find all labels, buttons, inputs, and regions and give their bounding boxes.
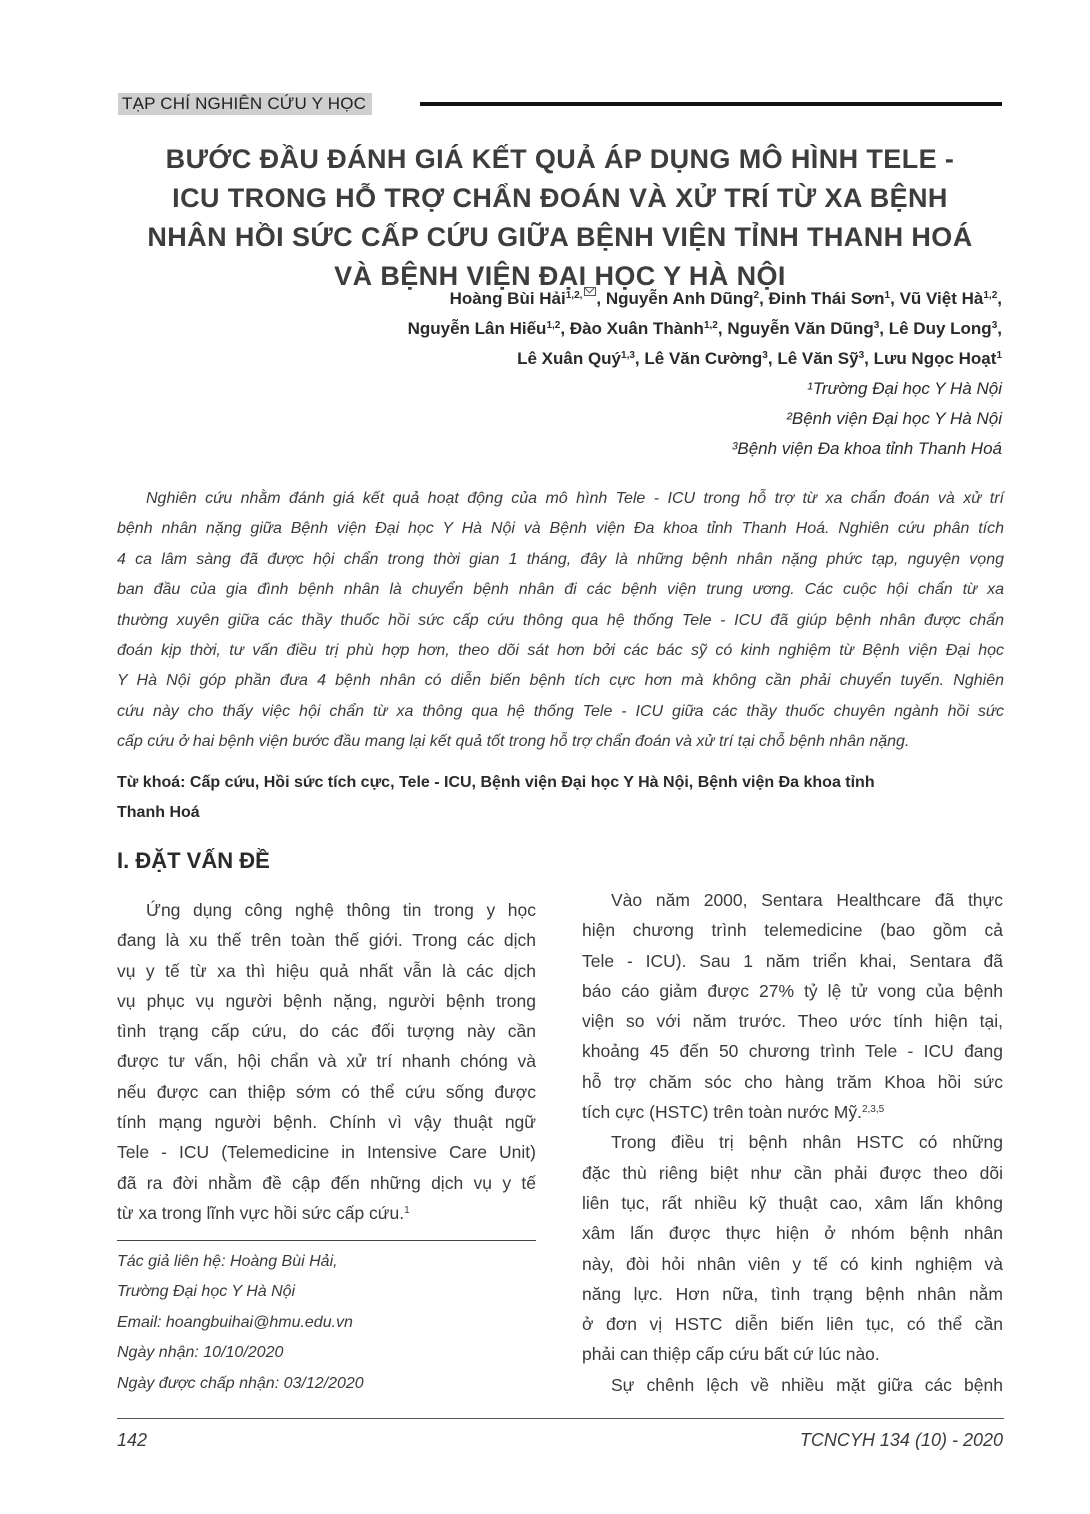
footer-rule bbox=[117, 1418, 1004, 1419]
author-affiliation: 1 bbox=[996, 350, 1002, 361]
body-line: nếu được can thiệp sớm có thể cứu sống được bbox=[117, 1081, 536, 1102]
body-line: từ xa trong lĩnh vực hồi sức cấp cứu.$^1$ bbox=[117, 1202, 410, 1223]
author-affiliation: 1 bbox=[884, 290, 891, 301]
author-affiliation: 1,2, bbox=[565, 290, 583, 301]
author-affiliation: 3 bbox=[873, 320, 880, 331]
body-line: hiện chương trình telemedicine (bao gồm cả bbox=[582, 920, 1003, 941]
body-line: được tư vấn, hội chẩn và xử trí nhanh chóng và bbox=[117, 1051, 536, 1072]
author-name: Lê Văn Sỹ bbox=[777, 349, 859, 368]
page-number: 142 bbox=[117, 1430, 148, 1450]
keywords-line: Từ khoá: Cấp cứu, Hồi sức tích cực, Tele - ICU, Bệnh viện Đại học Y Hà Nội, Bệnh viện Đa khoa tỉnh bbox=[117, 774, 875, 791]
author-name: Đào Xuân Thành bbox=[569, 319, 704, 338]
keywords-line: Thanh Hoá bbox=[117, 804, 200, 821]
footnote-rule bbox=[117, 1240, 536, 1241]
article-title bbox=[110, 140, 1010, 296]
section-heading: I. ĐẶT VẤN ĐỀ bbox=[117, 848, 270, 873]
body-line: khoảng 45 đến 50 chương trình Tele - ICU đang bbox=[582, 1041, 1003, 1062]
body-line: Vào năm 2000, Sentara Healthcare đã thực bbox=[611, 890, 1003, 910]
abstract-line: 4 ca lâm sàng đã được hội chẩn trong thời gian 1 tháng, đây là những bệnh nhân nặng phức tạp, nguyện vọng bbox=[117, 550, 1004, 568]
abstract-line: cứu này cho thấy việc hội chẩn từ xa thông qua hệ thống Tele - ICU giữa các thầy thuốc chuyên ngành hồi sức bbox=[117, 702, 1004, 720]
affiliation: ¹Trường Đại học Y Hà Nội bbox=[807, 379, 1002, 398]
abstract bbox=[117, 484, 1004, 758]
body-line: đã ra đời nhằm đề cập đến những dịch vụ y tế bbox=[117, 1172, 536, 1193]
body-line: tính mạng người bệnh. Chính vì vậy thuật ngữ bbox=[117, 1112, 536, 1133]
body-line: tích cực (HSTC) trên toàn nước Mỹ.$^{2,3,5}$ bbox=[582, 1102, 885, 1123]
body-line: liên tục, rất nhiều kỹ thuật cao, xâm lấn không bbox=[582, 1192, 1003, 1213]
left-column bbox=[117, 895, 536, 1228]
mail-icon bbox=[584, 287, 596, 296]
author-affiliation: 3 bbox=[991, 320, 998, 331]
header-rule bbox=[420, 102, 1002, 106]
author-name: Lê Xuân Quý bbox=[517, 349, 622, 368]
citation: 2,3,5 bbox=[861, 1104, 885, 1116]
abstract-line: thường xuyên giữa các thầy thuốc hồi sức cấp cứu thông qua hệ thống Tele - ICU đã giúp bệnh nhân được chẩn bbox=[117, 611, 1004, 629]
body-line: báo cáo giảm được 27% tỷ lệ tử vong của bệnh bbox=[582, 980, 1003, 1001]
body-line: phải can thiệp cấp cứu bất cứ lúc nào. bbox=[582, 1344, 880, 1365]
author-name: Hoàng Bùi Hải bbox=[449, 289, 566, 308]
abstract-line: ban đầu của gia đình bệnh nhân là chuyển bệnh nhân đi các bệnh viện trung ương. Các cuộc hội chẩn từ xa bbox=[117, 581, 1004, 599]
body-line: Trong điều trị bệnh nhân HSTC có những bbox=[611, 1132, 1003, 1153]
body-line: Sự chênh lệch về nhiều mặt giữa các bệnh bbox=[611, 1374, 1003, 1395]
author-name: Nguyễn Văn Dũng bbox=[727, 319, 874, 338]
journal-reference: TCNCYH 134 (10) - 2020 bbox=[799, 1430, 1003, 1450]
note-line: Trường Đại học Y Hà Nội bbox=[117, 1283, 296, 1301]
author-affiliation: 1,3 bbox=[621, 350, 635, 361]
author-name: Lê Duy Long bbox=[888, 319, 992, 338]
body-line: hỗ trợ chăm sóc cho hàng trăm Khoa hồi sức bbox=[582, 1071, 1003, 1092]
body-line: viện so với năm trước. Theo ước tính hiện tại, bbox=[582, 1011, 1003, 1032]
abstract-line: đoán kịp thời, tư vấn điều trị phù hợp hơn, theo dõi sát hơn bởi các bác sỹ có kinh nghiệm từ Bệnh viện Đại học bbox=[117, 642, 1004, 660]
body-line: tình trạng cấp cứu, do các đối tượng này cần bbox=[117, 1021, 536, 1042]
journal-label: TẠP CHÍ NGHIÊN CỨU Y HỌC bbox=[118, 93, 372, 115]
author-affiliation: 3 bbox=[858, 350, 865, 361]
author-name: Đinh Thái Sơn bbox=[768, 289, 885, 308]
author-affiliation: 1,2 bbox=[546, 320, 561, 331]
abstract-line: Y Hà Nội góp phần đưa 4 bệnh nhân có diễn biến bệnh tích cực hơn mà không cần phải chuyển tuyến. Nghiên bbox=[117, 672, 1004, 690]
author-line: Hoàng Bùi Hải$^{1,2,}$ , Nguyễn Anh Dũng$^2$, Đinh Thái Sơn$^1$, Vũ Việt Hà$^{1,2}$, bbox=[449, 289, 1002, 308]
note-line: Email: hoangbuihai@hmu.edu.vn bbox=[117, 1313, 353, 1331]
citation: 1 bbox=[404, 1204, 410, 1216]
body-line: Tele - ICU). Sau 1 năm triển khai, Sentara đã bbox=[582, 950, 1003, 971]
running-header bbox=[118, 93, 1002, 115]
title-line: NHÂN HỒI SỨC CẤP CỨU GIỮA BỆNH VIỆN TỈNH THANH HOÁ bbox=[147, 222, 973, 252]
title-line: ICU TRONG HỖ TRỢ CHẨN ĐOÁN VÀ XỬ TRÍ TỪ XA BỆNH bbox=[172, 183, 948, 213]
corresponding-author-note bbox=[117, 1247, 364, 1399]
title-line: VÀ BỆNH VIỆN ĐẠI HỌC Y HÀ NỘI bbox=[334, 261, 786, 291]
note-line: Ngày được chấp nhận: 03/12/2020 bbox=[117, 1374, 364, 1392]
body-line: này, đòi hỏi nhân viên y tế có kinh nghiệm và bbox=[582, 1253, 1003, 1274]
author-line: Nguyễn Lân Hiếu$^{1,2}$, Đào Xuân Thành$^{1,2}$, Nguyễn Văn Dũng$^3$, Lê Duy Long$^3$, bbox=[407, 319, 1002, 338]
body-line: vụ y tế từ xa thì hiệu quả nhất vẫn là các dịch bbox=[117, 960, 536, 981]
abstract-line: Nghiên cứu nhằm đánh giá kết quả hoạt động của mô hình Tele - ICU trong hỗ trợ từ xa chẩn đoán và xử trí bbox=[146, 490, 1004, 507]
body-line: đang là xu thế trên toàn thế giới. Trong các dịch bbox=[117, 930, 536, 951]
right-column bbox=[582, 885, 1003, 1400]
body-line: Tele - ICU (Telemedicine in Intensive Care Unit) bbox=[117, 1142, 536, 1163]
author-name: Lê Văn Cường bbox=[644, 349, 763, 368]
abstract-line: bệnh nhân nặng giữa Bệnh viện Đại học Y Hà Nội và Bệnh viện Đa khoa tỉnh Thanh Hoá. Nghiên cứu phân tích bbox=[117, 520, 1004, 538]
author-affiliation: 1,2 bbox=[983, 290, 998, 301]
keywords bbox=[117, 768, 1004, 828]
author-affiliation: 3 bbox=[762, 350, 768, 361]
author-name: Nguyễn Anh Dũng bbox=[605, 289, 754, 308]
author-affiliation: 2 bbox=[753, 290, 760, 301]
author-block bbox=[408, 284, 1002, 464]
body-line: năng lực. Hơn nữa, tình trạng bệnh nhân nằm bbox=[582, 1283, 1003, 1304]
affiliation: ²Bệnh viện Đại học Y Hà Nội bbox=[786, 409, 1002, 428]
author-name: Vũ Việt Hà bbox=[899, 289, 984, 308]
abstract-line: cấp cứu ở hai bệnh viện bước đầu mang lại kết quả tốt trong hỗ trợ chẩn đoán và xử trí tại chỗ bệnh nhân nặng. bbox=[117, 733, 910, 751]
author-affiliation: 1,2 bbox=[703, 320, 718, 331]
body-line: vụ phục vụ người bệnh nặng, người bệnh trong bbox=[117, 990, 536, 1011]
affiliation: ³Bệnh viện Đa khoa tỉnh Thanh Hoá bbox=[731, 439, 1002, 458]
note-line: Tác giả liên hệ: Hoàng Bùi Hải, bbox=[117, 1253, 338, 1270]
note-line: Ngày nhận: 10/10/2020 bbox=[117, 1344, 284, 1362]
author-name: Lưu Ngọc Hoạt bbox=[873, 349, 997, 368]
title-line: BƯỚC ĐẦU ĐÁNH GIÁ KẾT QUẢ ÁP DỤNG MÔ HÌNH TELE - bbox=[165, 144, 955, 174]
body-line: xâm lấn được thực hiện ở nhóm bệnh nhân bbox=[582, 1223, 1003, 1244]
author-name: Nguyễn Lân Hiếu bbox=[407, 319, 547, 338]
author-line: Lê Xuân Quý$^{1,3}$, Lê Văn Cường$^3$, Lê Văn Sỹ$^3$, Lưu Ngọc Hoạt$^1$ bbox=[517, 349, 1002, 368]
body-line: ở đơn vị HSTC diễn biến liên tục, có thể cần bbox=[582, 1314, 1003, 1335]
body-line: Ứng dụng công nghệ thông tin trong y học bbox=[146, 900, 536, 920]
body-line: đặc thù riêng biệt như cần phải được theo dõi bbox=[582, 1162, 1003, 1183]
